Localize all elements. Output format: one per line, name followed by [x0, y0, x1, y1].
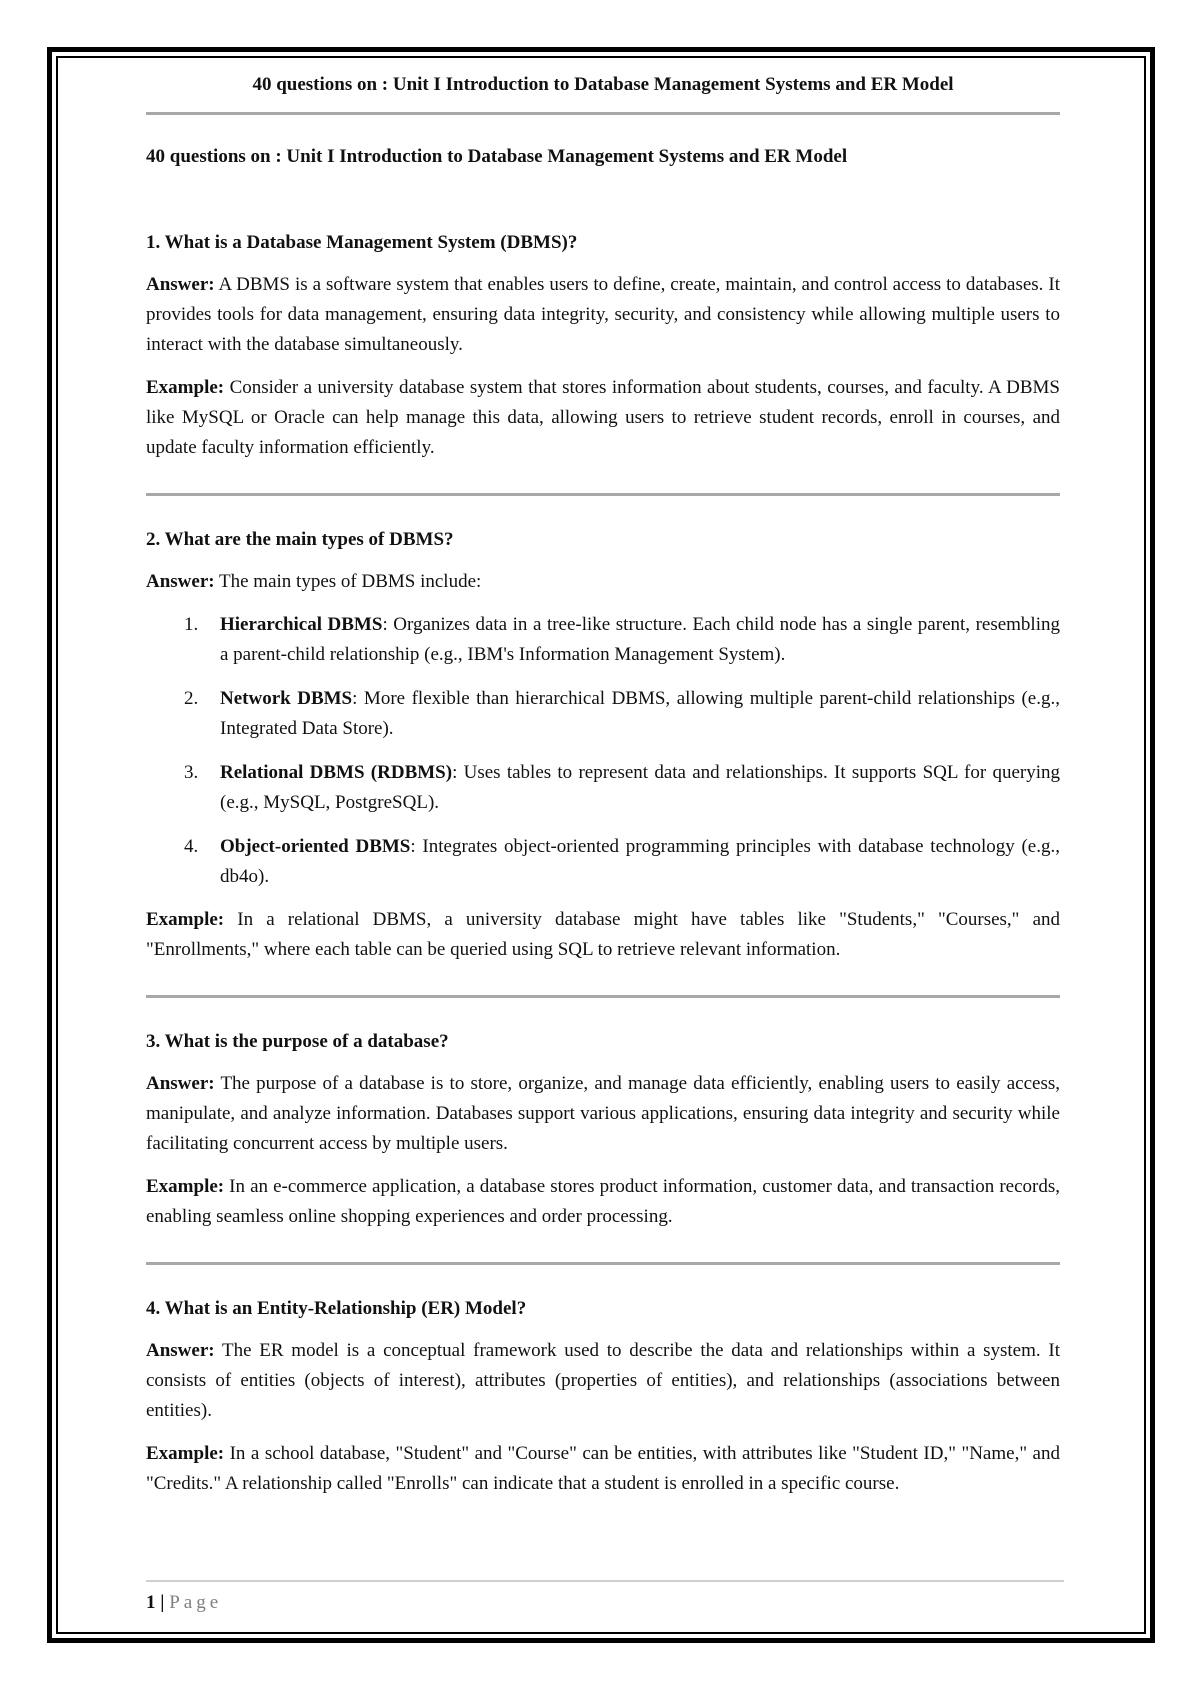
type-name: Hierarchical DBMS [220, 614, 383, 635]
page-number-value: 1 [146, 1592, 156, 1613]
example-paragraph [146, 373, 1060, 463]
page-separator: | [160, 1592, 165, 1613]
section-divider [146, 493, 1060, 496]
answer-paragraph [146, 1336, 1060, 1426]
answer-paragraph [146, 1069, 1060, 1159]
answer-label: Answer: [146, 274, 215, 295]
list-number: 1. [184, 614, 199, 635]
answer-label: Answer: [146, 571, 215, 592]
example-text: In an e-commerce application, a database stores product information, customer data, and transaction records, enabling seamless online shopping experiences and order processing. [146, 1176, 1060, 1227]
example-paragraph [146, 1439, 1060, 1499]
answer-paragraph [146, 567, 1060, 597]
type-text: : More flexible than hierarchical DBMS, allowing multiple parent-child relationships (e.g., Integrated Data Store). [220, 688, 1060, 739]
example-label: Example: [146, 377, 225, 398]
type-name: Object-oriented DBMS [220, 836, 411, 857]
type-text: : Uses tables to represent data and relationships. It supports SQL for querying (e.g., MySQL, PostgreSQL). [220, 762, 1060, 813]
question-2 [146, 526, 1060, 965]
answer-paragraph [146, 270, 1060, 360]
example-label: Example: [146, 1176, 225, 1197]
type-text: : Integrates object-oriented programming principles with database technology (e.g., db4o). [220, 836, 1060, 887]
question-heading: 4. What is an Entity-Relationship (ER) Model? [146, 1298, 527, 1319]
document-title: 40 questions on : Unit I Introduction to Database Management Systems and ER Model [146, 146, 848, 167]
example-text: In a school database, "Student" and "Course" can be entities, with attributes like "Student ID," "Name," and "Credits." A relationship called "Enrolls" can indicate that a student is enrolled in a specific course. [146, 1443, 1060, 1494]
footer-rule [146, 1580, 1064, 1582]
question-1 [146, 229, 1060, 463]
page-word: Page [169, 1592, 223, 1613]
running-header: 40 questions on : Unit I Introduction to Database Management Systems and ER Model [252, 74, 954, 95]
header-rule [146, 112, 1060, 115]
page-content [146, 68, 1060, 1499]
page-number [146, 1586, 1064, 1620]
answer-text: The main types of DBMS include: [214, 571, 482, 592]
question-heading: 2. What are the main types of DBMS? [146, 529, 454, 550]
list-item [146, 758, 1060, 818]
type-name: Network DBMS [220, 688, 353, 709]
example-text: Consider a university database system that stores information about students, courses, and faculty. A DBMS like MySQL or Oracle can help manage this data, allowing users to retrieve student records, enroll in courses, and update faculty information efficiently. [146, 377, 1060, 458]
list-item [146, 832, 1060, 892]
list-item [146, 684, 1060, 744]
example-text: In a relational DBMS, a university database might have tables like "Students," "Courses," and "Enrollments," where each table can be queried using SQL to retrieve relevant information. [146, 909, 1060, 960]
question-heading: 1. What is a Database Management System (DBMS)? [146, 232, 578, 253]
question-4 [146, 1295, 1060, 1499]
example-paragraph [146, 905, 1060, 965]
list-number: 3. [184, 762, 199, 783]
question-heading: 3. What is the purpose of a database? [146, 1031, 449, 1052]
answer-text: The ER model is a conceptual framework used to describe the data and relationships within a system. It consists of entities (objects of interest), attributes (properties of entities), and relationships (associations between entities). [146, 1340, 1060, 1421]
question-3 [146, 1028, 1060, 1232]
answer-label: Answer: [146, 1073, 215, 1094]
dbms-types-list [146, 610, 1060, 892]
answer-text: The purpose of a database is to store, organize, and manage data efficiently, enabling users to easily access, manipulate, and analyze information. Databases support various applications, ensuring data integrity and security while facilitating concurrent access by multiple users. [146, 1073, 1060, 1154]
section-divider [146, 995, 1060, 998]
section-divider [146, 1262, 1060, 1265]
list-number: 2. [184, 688, 199, 709]
list-item [146, 610, 1060, 670]
example-label: Example: [146, 1443, 225, 1464]
list-number: 4. [184, 836, 199, 857]
example-label: Example: [146, 909, 225, 930]
answer-text: A DBMS is a software system that enables users to define, create, maintain, and control access to databases. It provides tools for data management, ensuring data integrity, security, and consistency while allowing multiple users to interact with the database simultaneously. [146, 274, 1060, 355]
page-footer [146, 1580, 1064, 1620]
type-text: : Organizes data in a tree-like structure. Each child node has a single parent, resembling a parent-child relationship (e.g., IBM's Information Management System). [220, 614, 1060, 665]
example-paragraph [146, 1172, 1060, 1232]
type-name: Relational DBMS (RDBMS) [220, 762, 453, 783]
answer-label: Answer: [146, 1340, 215, 1361]
